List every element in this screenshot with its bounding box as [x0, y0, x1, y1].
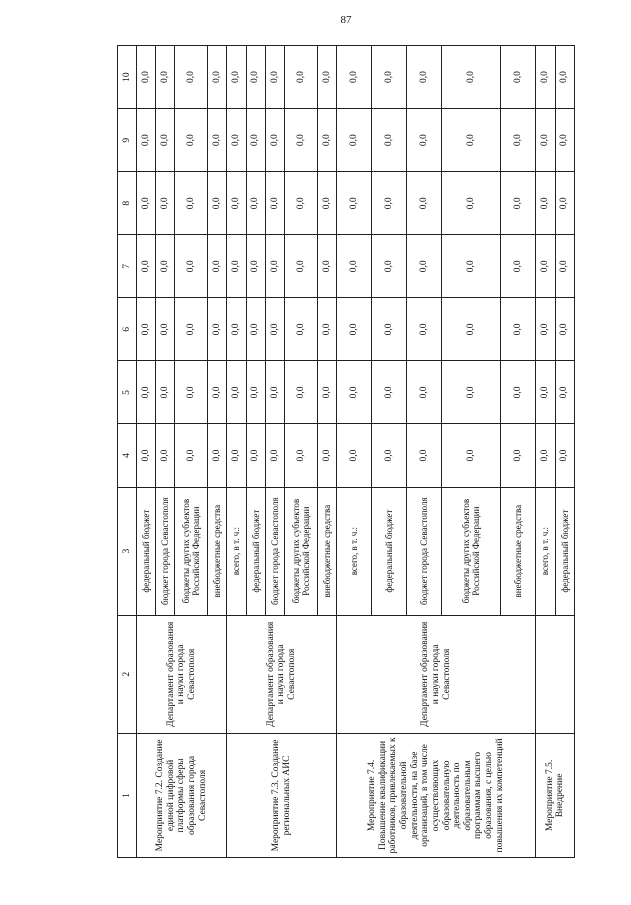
value-cell: 0,0	[536, 172, 555, 235]
value-cell: 0,0	[246, 361, 265, 424]
funding-source: всего, в т. ч.:	[536, 487, 555, 615]
measure-name: Мероприятие 7.5. Внедрение	[536, 733, 575, 857]
value-cell: 0,0	[285, 361, 318, 424]
value-cell: 0,0	[265, 424, 284, 487]
value-cell: 0,0	[372, 424, 407, 487]
value-cell: 0,0	[555, 361, 574, 424]
value-cell: 0,0	[501, 424, 536, 487]
value-cell: 0,0	[555, 298, 574, 361]
value-cell: 0,0	[156, 235, 175, 298]
value-cell: 0,0	[227, 235, 246, 298]
table-row	[227, 46, 246, 858]
value-cell: 0,0	[406, 46, 441, 109]
value-cell: 0,0	[372, 361, 407, 424]
value-cell: 0,0	[208, 172, 227, 235]
value-cell: 0,0	[208, 361, 227, 424]
measure-executor: Департамент образования и науки города Севастополя	[337, 615, 536, 733]
value-cell: 0,0	[555, 235, 574, 298]
value-cell: 0,0	[317, 235, 336, 298]
value-cell: 0,0	[227, 361, 246, 424]
value-cell: 0,0	[156, 298, 175, 361]
value-cell: 0,0	[317, 109, 336, 172]
funding-source: внебюджетные средства	[501, 487, 536, 615]
value-cell: 0,0	[406, 109, 441, 172]
table-body	[137, 46, 575, 858]
value-cell: 0,0	[536, 109, 555, 172]
value-cell: 0,0	[175, 424, 208, 487]
value-cell: 0,0	[406, 424, 441, 487]
value-cell: 0,0	[501, 361, 536, 424]
value-cell: 0,0	[317, 298, 336, 361]
funding-source: внебюджетные средства	[208, 487, 227, 615]
value-cell: 0,0	[317, 172, 336, 235]
value-cell: 0,0	[501, 109, 536, 172]
value-cell: 0,0	[441, 424, 500, 487]
column-header-6: 6	[118, 298, 137, 361]
value-cell: 0,0	[441, 235, 500, 298]
value-cell: 0,0	[137, 424, 156, 487]
value-cell: 0,0	[555, 109, 574, 172]
value-cell: 0,0	[337, 235, 372, 298]
column-header-1: 1	[118, 733, 137, 857]
value-cell: 0,0	[246, 109, 265, 172]
value-cell: 0,0	[246, 172, 265, 235]
value-cell: 0,0	[175, 298, 208, 361]
value-cell: 0,0	[406, 298, 441, 361]
column-header-8: 8	[118, 172, 137, 235]
value-cell: 0,0	[406, 361, 441, 424]
funding-source: всего, в т. ч.:	[227, 487, 246, 615]
page-number: 87	[340, 14, 352, 26]
value-cell: 0,0	[265, 298, 284, 361]
value-cell: 0,0	[441, 46, 500, 109]
value-cell: 0,0	[246, 424, 265, 487]
measure-name: Мероприятие 7.4. Повышение квалификации работников, привлекаемых к образовательной деятельности, на базе организаций, в том числе осуществляющих образовательную деятельность по образовательным программам высшего образования, с целью повышения их компетенций	[337, 733, 536, 857]
funding-source: федеральный бюджет	[372, 487, 407, 615]
column-header-5: 5	[118, 361, 137, 424]
value-cell: 0,0	[317, 46, 336, 109]
value-cell: 0,0	[265, 109, 284, 172]
value-cell: 0,0	[285, 46, 318, 109]
value-cell: 0,0	[285, 298, 318, 361]
value-cell: 0,0	[208, 298, 227, 361]
value-cell: 0,0	[227, 109, 246, 172]
value-cell: 0,0	[337, 172, 372, 235]
value-cell: 0,0	[337, 298, 372, 361]
measure-executor	[536, 615, 575, 733]
value-cell: 0,0	[137, 235, 156, 298]
value-cell: 0,0	[285, 109, 318, 172]
value-cell: 0,0	[441, 361, 500, 424]
funding-source: федеральный бюджет	[246, 487, 265, 615]
value-cell: 0,0	[208, 46, 227, 109]
value-cell: 0,0	[137, 361, 156, 424]
value-cell: 0,0	[372, 235, 407, 298]
value-cell: 0,0	[175, 109, 208, 172]
column-header-7: 7	[118, 235, 137, 298]
value-cell: 0,0	[536, 235, 555, 298]
value-cell: 0,0	[536, 361, 555, 424]
funding-source: бюджеты других субъектов Российской Федерации	[441, 487, 500, 615]
value-cell: 0,0	[137, 46, 156, 109]
value-cell: 0,0	[246, 46, 265, 109]
value-cell: 0,0	[227, 46, 246, 109]
value-cell: 0,0	[156, 424, 175, 487]
value-cell: 0,0	[175, 235, 208, 298]
value-cell: 0,0	[406, 172, 441, 235]
funding-source: бюджеты других субъектов Российской Федерации	[175, 487, 208, 615]
value-cell: 0,0	[337, 424, 372, 487]
value-cell: 0,0	[265, 172, 284, 235]
value-cell: 0,0	[227, 424, 246, 487]
value-cell: 0,0	[208, 424, 227, 487]
value-cell: 0,0	[208, 109, 227, 172]
value-cell: 0,0	[441, 298, 500, 361]
value-cell: 0,0	[555, 424, 574, 487]
funding-source: бюджет города Севастополя	[156, 487, 175, 615]
value-cell: 0,0	[175, 172, 208, 235]
header-row	[118, 46, 137, 858]
value-cell: 0,0	[246, 298, 265, 361]
value-cell: 0,0	[555, 46, 574, 109]
value-cell: 0,0	[137, 172, 156, 235]
value-cell: 0,0	[501, 298, 536, 361]
column-header-3: 3	[118, 487, 137, 615]
value-cell: 0,0	[175, 361, 208, 424]
value-cell: 0,0	[536, 298, 555, 361]
measure-name: Мероприятие 7.3. Создание региональных АИС	[227, 733, 337, 857]
funding-source: бюджеты других субъектов Российской Федерации	[285, 487, 318, 615]
funding-source: бюджет города Севастополя	[406, 487, 441, 615]
value-cell: 0,0	[317, 361, 336, 424]
value-cell: 0,0	[156, 361, 175, 424]
value-cell: 0,0	[227, 172, 246, 235]
value-cell: 0,0	[175, 46, 208, 109]
column-header-10: 10	[118, 46, 137, 109]
value-cell: 0,0	[285, 424, 318, 487]
value-cell: 0,0	[285, 235, 318, 298]
value-cell: 0,0	[501, 46, 536, 109]
value-cell: 0,0	[406, 235, 441, 298]
funding-source: всего, в т. ч.:	[337, 487, 372, 615]
value-cell: 0,0	[137, 109, 156, 172]
value-cell: 0,0	[156, 172, 175, 235]
value-cell: 0,0	[265, 361, 284, 424]
value-cell: 0,0	[337, 361, 372, 424]
measure-name: Мероприятие 7.2. Создание единой цифровой платформы сферы образования города Севастополя	[137, 733, 227, 857]
value-cell: 0,0	[156, 46, 175, 109]
budget-table	[117, 45, 575, 858]
value-cell: 0,0	[555, 172, 574, 235]
value-cell: 0,0	[372, 46, 407, 109]
measure-executor: Департамент образования и науки города Севастополя	[227, 615, 337, 733]
value-cell: 0,0	[501, 235, 536, 298]
funding-source: внебюджетные средства	[317, 487, 336, 615]
value-cell: 0,0	[227, 298, 246, 361]
funding-source: федеральный бюджет	[555, 487, 574, 615]
value-cell: 0,0	[265, 235, 284, 298]
measure-executor: Департамент образования и науки города Севастополя	[137, 615, 227, 733]
value-cell: 0,0	[536, 424, 555, 487]
value-cell: 0,0	[337, 46, 372, 109]
column-header-9: 9	[118, 109, 137, 172]
value-cell: 0,0	[208, 235, 227, 298]
table-row	[137, 46, 156, 858]
value-cell: 0,0	[536, 46, 555, 109]
rotated-table-container	[117, 45, 575, 858]
value-cell: 0,0	[156, 109, 175, 172]
funding-source: федеральный бюджет	[137, 487, 156, 615]
table-row	[536, 46, 555, 858]
value-cell: 0,0	[501, 172, 536, 235]
value-cell: 0,0	[372, 298, 407, 361]
value-cell: 0,0	[441, 172, 500, 235]
value-cell: 0,0	[317, 424, 336, 487]
value-cell: 0,0	[285, 172, 318, 235]
value-cell: 0,0	[337, 109, 372, 172]
value-cell: 0,0	[441, 109, 500, 172]
funding-source: бюджет города Севастополя	[265, 487, 284, 615]
column-header-2: 2	[118, 615, 137, 733]
value-cell: 0,0	[265, 46, 284, 109]
value-cell: 0,0	[372, 109, 407, 172]
value-cell: 0,0	[246, 235, 265, 298]
column-header-4: 4	[118, 424, 137, 487]
value-cell: 0,0	[137, 298, 156, 361]
table-row	[337, 46, 372, 858]
value-cell: 0,0	[372, 172, 407, 235]
